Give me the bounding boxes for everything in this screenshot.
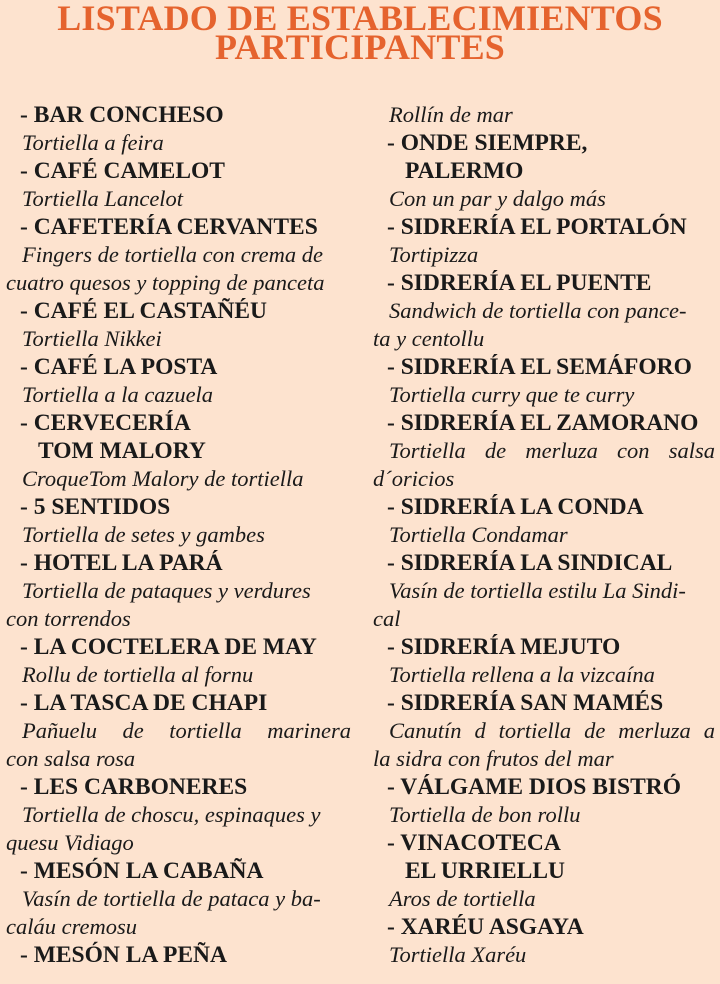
establishment-name: - LA COCTELERA DE MAY bbox=[20, 634, 317, 660]
establishment-name: - SIDRERÍA LA CONDA bbox=[387, 494, 644, 520]
establishment-name: - CAFÉ LA POSTA bbox=[20, 354, 218, 380]
establishment-name: - SIDRERÍA EL ZAMORANO bbox=[387, 410, 699, 436]
page-title-line-2: PARTICIPANTES bbox=[214, 27, 506, 67]
dish-description: Tortiella curry que te curry bbox=[389, 382, 635, 407]
establishment-name: - CAFÉ CAMELOT bbox=[20, 158, 225, 184]
establishment-name-continued: TOM MALORY bbox=[38, 438, 206, 464]
establishment-name-continued: PALERMO bbox=[405, 158, 524, 184]
dish-description: Tortiella Nikkei bbox=[22, 326, 162, 351]
establishment-name: - XARÉU ASGAYA bbox=[387, 914, 584, 940]
dish-description: Tortiella rellena a la vizcaína bbox=[389, 662, 655, 687]
establishment-name: - CAFÉ EL CASTAÑÉU bbox=[20, 298, 268, 324]
establishment-name-continued: EL URRIELLU bbox=[405, 858, 565, 884]
dish-description-continued: caláu cremosu bbox=[6, 914, 138, 939]
dish-description: Vasín de tortiella de pataca y ba- bbox=[22, 886, 321, 911]
establishment-name: - SIDRERÍA EL PORTALÓN bbox=[387, 214, 687, 240]
dish-description-continued: con torrendos bbox=[6, 606, 131, 631]
establishment-name: - SIDRERÍA EL PUENTE bbox=[387, 270, 652, 296]
establishment-name: - VÁLGAME DIOS BISTRÓ bbox=[387, 774, 682, 800]
dish-description: Tortiella a la cazuela bbox=[22, 382, 214, 407]
dish-description: Tortiella de merluza con salsa bbox=[389, 438, 715, 463]
left-column bbox=[6, 101, 351, 969]
establishment-name: - LES CARBONERES bbox=[20, 774, 248, 800]
dish-description: Rollín de mar bbox=[389, 102, 513, 127]
dish-description: Tortiella de choscu, espinaques y bbox=[22, 802, 321, 827]
dish-description: Con un par y dalgo más bbox=[389, 186, 606, 211]
dish-description: Tortiella de pataques y verdures bbox=[22, 578, 311, 603]
establishment-name: - CAFETERÍA CERVANTES bbox=[20, 214, 318, 240]
establishment-name: - SIDRERÍA MEJUTO bbox=[387, 634, 621, 660]
establishment-name: - HOTEL LA PARÁ bbox=[20, 550, 223, 576]
dish-description: Tortipizza bbox=[389, 242, 479, 267]
dish-description: Rollu de tortiella al fornu bbox=[22, 662, 254, 687]
dish-description: Sandwich de tortiella con pance- bbox=[389, 298, 687, 323]
dish-description-continued: cal bbox=[373, 606, 401, 631]
dish-description-continued: cuatro quesos y topping de panceta bbox=[6, 270, 325, 295]
dish-description: Tortiella de bon rollu bbox=[389, 802, 581, 827]
establishment-name: - LA TASCA DE CHAPI bbox=[20, 690, 268, 716]
page-title bbox=[0, 0, 720, 67]
dish-description: Tortiella Xaréu bbox=[389, 942, 527, 967]
dish-description-continued: quesu Vidiago bbox=[6, 830, 134, 855]
page-title-line-1: LISTADO DE ESTABLECIMIENTOS bbox=[57, 0, 663, 38]
dish-description-continued: ta y centollu bbox=[373, 326, 485, 351]
dish-description: Tortiella de setes y gambes bbox=[22, 522, 265, 547]
dish-description: Aros de tortiella bbox=[389, 886, 536, 911]
dish-description: Canutín d tortiella de merluza a bbox=[389, 718, 715, 743]
dish-description: Pañuelu de tortiella marinera bbox=[22, 718, 351, 743]
establishment-name: - SIDRERÍA LA SINDICAL bbox=[387, 550, 673, 576]
establishment-name: - VINACOTECA bbox=[387, 830, 561, 856]
dish-description: Fingers de tortiella con crema de bbox=[22, 242, 323, 267]
right-column bbox=[373, 101, 715, 969]
dish-description-continued: con salsa rosa bbox=[6, 746, 136, 771]
establishment-name: - MESÓN LA CABAÑA bbox=[20, 858, 264, 884]
dish-description: Tortiella a feira bbox=[22, 130, 164, 155]
dish-description-continued: d´oricios bbox=[373, 466, 455, 491]
establishment-name: - BAR CONCHESO bbox=[20, 102, 224, 128]
dish-description: Tortiella Lancelot bbox=[22, 186, 184, 211]
establishment-name: - SIDRERÍA SAN MAMÉS bbox=[387, 690, 664, 716]
dish-description: CroqueTom Malory de tortiella bbox=[22, 466, 304, 491]
establishment-name: - ONDE SIEMPRE, bbox=[387, 130, 588, 156]
dish-description: Vasín de tortiella estilu La Sindi- bbox=[389, 578, 686, 603]
dish-description-continued: la sidra con frutos del mar bbox=[373, 746, 614, 771]
establishment-name: - SIDRERÍA EL SEMÁFORO bbox=[387, 354, 692, 380]
establishment-name: - MESÓN LA PEÑA bbox=[20, 942, 227, 968]
establishment-name: - 5 SENTIDOS bbox=[20, 494, 171, 520]
establishment-name: - CERVECERÍA bbox=[20, 410, 191, 436]
dish-description: Tortiella Condamar bbox=[389, 522, 568, 547]
